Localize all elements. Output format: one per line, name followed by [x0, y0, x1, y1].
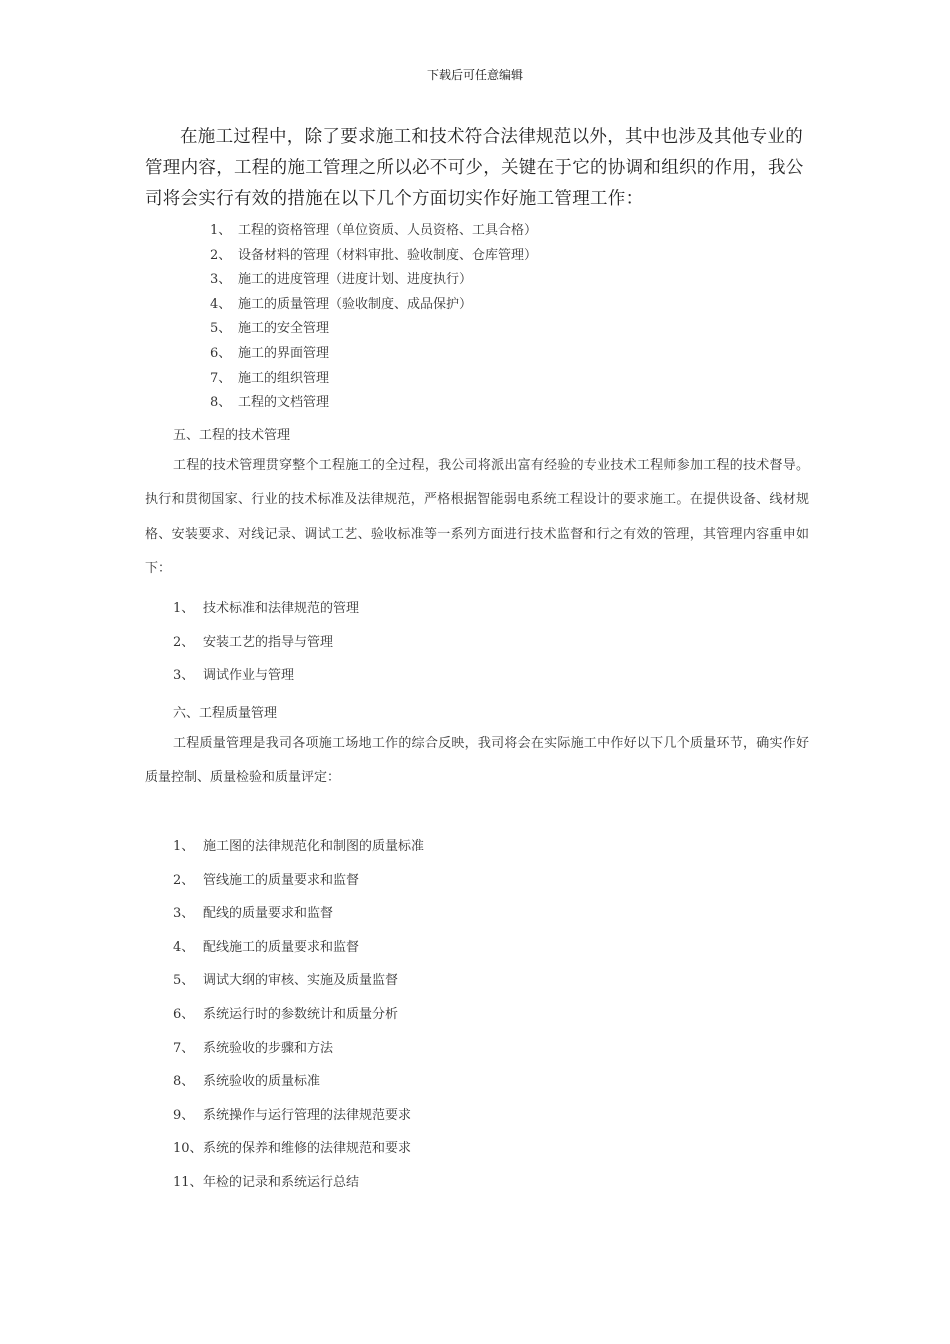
- list-item: [210, 391, 537, 416]
- item-number: 1、: [173, 839, 195, 854]
- item-text: 调试大纲的审核、实施及质量监督: [203, 973, 399, 989]
- item-text: 系统操作与运行管理的法律规范要求: [203, 1107, 412, 1123]
- item-text: 年检的记录和系统运行总结: [203, 1174, 360, 1190]
- item-number: 5、: [173, 973, 195, 989]
- item-number: 10、: [173, 1141, 203, 1157]
- item-number: 2、: [173, 634, 195, 650]
- item-number: 9、: [173, 1107, 195, 1123]
- list-item: [173, 1032, 424, 1066]
- section-6-title: 六、工程质量管理: [173, 706, 278, 721]
- list-item: [173, 659, 359, 693]
- list-item: [210, 268, 537, 293]
- item-text: 配线的质量要求和监督: [203, 906, 334, 922]
- list-item: [173, 931, 424, 965]
- intro-paragraph: 在施工过程中，除了要求施工和技术符合法律规范以外，其中也涉及其他专业的管理内容，工程的施工管理之所以必不可少，关键在于它的协调和组织的作用，我公司将会实行有效的措施在以下几个方面切实作好施工管理工作：: [145, 127, 804, 209]
- item-text: 安装工艺的指导与管理: [203, 634, 334, 650]
- item-text: 施工的安全管理: [238, 321, 330, 337]
- item-text: 配线施工的质量要求和监督: [203, 939, 360, 955]
- list-item: [173, 1065, 424, 1099]
- item-number: 8、: [173, 1074, 195, 1090]
- item-text: 系统运行时的参数统计和质量分析: [203, 1006, 399, 1022]
- section-5-body: 工程的技术管理贯穿整个工程施工的全过程，我公司将派出富有经验的专业技术工程师参加工程的技术督导。执行和贯彻国家、行业的技术标准及法律规范，严格根据智能弱电系统工程设计的要求施工。在提供设备、线材规格、安装要求、对线记录、调试工艺、验收标准等一系列方面进行技术监督和行之有效的管理，其管理内容重申如下：: [145, 458, 809, 576]
- item-number: 3、: [173, 668, 195, 684]
- list-item: [173, 626, 359, 660]
- item-number: 6、: [173, 1006, 195, 1022]
- item-number: 1、: [173, 601, 195, 616]
- section-5-list: [173, 592, 359, 693]
- section-6-body: 工程质量管理是我司各项施工场地工作的综合反映，我司将会在实际施工中作好以下几个质量环节，确实作好质量控制、质量检验和质量评定：: [145, 736, 809, 786]
- list-item: [173, 1132, 424, 1166]
- item-number: 11、: [173, 1174, 203, 1190]
- item-number: 1、: [210, 223, 232, 238]
- section-6-list: [173, 830, 424, 1200]
- item-number: 7、: [173, 1040, 195, 1056]
- item-text: 技术标准和法律规范的管理: [203, 601, 360, 616]
- item-text: 管线施工的质量要求和监督: [203, 872, 360, 888]
- item-number: 2、: [173, 872, 195, 888]
- list-item: [173, 897, 424, 931]
- item-text: 施工图的法律规范化和制图的质量标准: [203, 839, 425, 854]
- item-text: 工程的资格管理（单位资质、人员资格、工具合格）: [238, 223, 538, 238]
- item-number: 5、: [210, 321, 232, 337]
- item-number: 3、: [173, 906, 195, 922]
- item-text: 施工的界面管理: [238, 345, 330, 361]
- item-number: 2、: [210, 247, 232, 263]
- item-text: 设备材料的管理（材料审批、验收制度、仓库管理）: [238, 247, 538, 263]
- item-number: 7、: [210, 370, 232, 386]
- list-item: [173, 830, 424, 864]
- section-5-title: 五、工程的技术管理: [173, 428, 291, 443]
- list-item: [173, 1166, 424, 1200]
- list-item: [173, 964, 424, 998]
- item-number: 4、: [210, 296, 232, 312]
- list-item: [210, 293, 537, 318]
- item-number: 4、: [173, 939, 195, 955]
- item-number: 8、: [210, 395, 232, 411]
- list-item: [210, 317, 537, 342]
- item-number: 6、: [210, 345, 232, 361]
- list-item: [210, 244, 537, 269]
- item-text: 施工的组织管理: [238, 370, 330, 386]
- list-item: [173, 998, 424, 1032]
- item-text: 系统的保养和维修的法律规范和要求: [203, 1141, 412, 1157]
- item-text: 施工的质量管理（验收制度、成品保护）: [238, 296, 473, 312]
- item-text: 系统验收的步骤和方法: [203, 1040, 334, 1056]
- item-text: 系统验收的质量标准: [203, 1074, 321, 1090]
- header-note: 下载后可任意编辑: [426, 68, 523, 82]
- list-item: [173, 864, 424, 898]
- list-item: [210, 219, 537, 244]
- list-item: [210, 342, 537, 367]
- item-text: 施工的进度管理（进度计划、进度执行）: [238, 272, 473, 288]
- list-item: [173, 1099, 424, 1133]
- item-number: 3、: [210, 272, 232, 288]
- list-item: [173, 592, 359, 626]
- management-list: [210, 219, 537, 416]
- item-text: 工程的文档管理: [238, 395, 330, 411]
- list-item: [210, 367, 537, 392]
- item-text: 调试作业与管理: [203, 668, 295, 684]
